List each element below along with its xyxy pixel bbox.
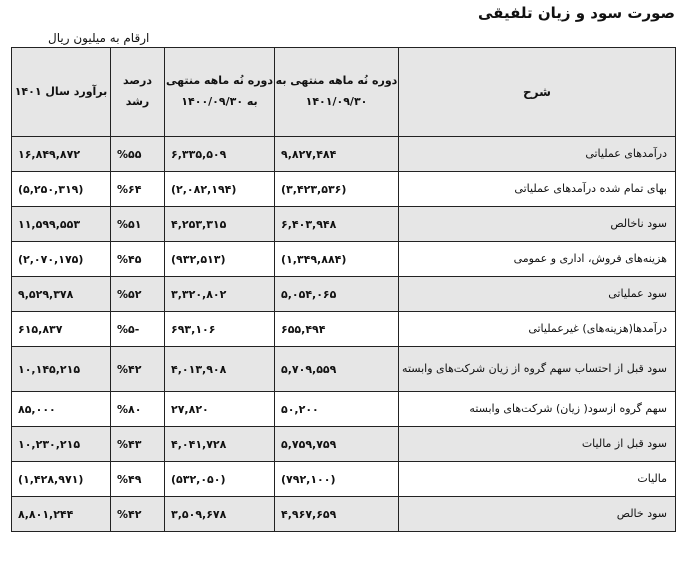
row-label: سود خالص <box>399 497 676 532</box>
row-current: (۱,۳۴۹,۸۸۴) <box>275 242 399 277</box>
row-label: سود قبل از احتساب سهم گروه از زیان شرکت‌های وابسته <box>399 347 676 392</box>
row-label: بهای تمام شده درآمدهای عملیاتی <box>399 172 676 207</box>
row-current: ۹,۸۲۷,۴۸۴ <box>275 137 399 172</box>
row-previous: ۲۷,۸۲۰ <box>165 392 275 427</box>
row-previous: ۴,۲۵۳,۳۱۵ <box>165 207 275 242</box>
row-current: ۵,۰۵۴,۰۶۵ <box>275 277 399 312</box>
row-previous: ۶,۳۳۵,۵۰۹ <box>165 137 275 172</box>
row-growth: %۴۳ <box>111 427 165 462</box>
row-growth: %۴۹ <box>111 462 165 497</box>
header-description: شرح <box>399 48 676 137</box>
row-previous: (۹۳۲,۵۱۳) <box>165 242 275 277</box>
table-row <box>12 172 676 207</box>
table-row <box>12 347 676 392</box>
row-forecast: ۱۰,۱۴۵,۲۱۵ <box>12 347 111 392</box>
row-growth: %۵۵ <box>111 137 165 172</box>
row-current: ۵۰,۲۰۰ <box>275 392 399 427</box>
table-row <box>12 462 676 497</box>
row-forecast: (۱,۴۲۸,۹۷۱) <box>12 462 111 497</box>
table-row <box>12 207 676 242</box>
row-previous: ۴,۰۱۳,۹۰۸ <box>165 347 275 392</box>
row-forecast: ۸,۸۰۱,۲۴۴ <box>12 497 111 532</box>
row-forecast: ۹,۵۲۹,۳۷۸ <box>12 277 111 312</box>
row-label: سود ناخالص <box>399 207 676 242</box>
row-forecast: ۱۱,۵۹۹,۵۵۳ <box>12 207 111 242</box>
row-forecast: (۲,۰۷۰,۱۷۵) <box>12 242 111 277</box>
row-label: هزینه‌های فروش، اداری و عمومی <box>399 242 676 277</box>
row-forecast: ۶۱۵,۸۳۷ <box>12 312 111 347</box>
row-growth: %۶۴ <box>111 172 165 207</box>
table-row <box>12 497 676 532</box>
row-current: ۶۵۵,۴۹۴ <box>275 312 399 347</box>
row-label: سهم گروه ازسود( زیان) شرکت‌های وابسته <box>399 392 676 427</box>
row-previous: ۳,۵۰۹,۶۷۸ <box>165 497 275 532</box>
row-growth: %۵۲ <box>111 277 165 312</box>
income-statement-table <box>11 47 676 532</box>
table-row <box>12 137 676 172</box>
row-previous: (۲,۰۸۲,۱۹۴) <box>165 172 275 207</box>
row-forecast: (۵,۲۵۰,۳۱۹) <box>12 172 111 207</box>
header-period-current: دوره نُه ماهه منتهی به ۱۴۰۱/۰۹/۳۰ <box>275 48 399 137</box>
table-row <box>12 277 676 312</box>
row-label: مالیات <box>399 462 676 497</box>
row-growth: %۴۲ <box>111 347 165 392</box>
row-current: ۵,۷۵۹,۷۵۹ <box>275 427 399 462</box>
page-title: صورت سود و زیان تلفیقی <box>477 4 675 22</box>
row-label: سود عملیاتی <box>399 277 676 312</box>
table-row <box>12 427 676 462</box>
table-row <box>12 242 676 277</box>
row-growth: %۸۰ <box>111 392 165 427</box>
row-growth: %۴۲ <box>111 497 165 532</box>
unit-note: ارقام به میلیون ریال <box>48 31 150 45</box>
row-label: درآمدها(هزینه‌های) غیرعملیاتی <box>399 312 676 347</box>
row-growth: %۵۱ <box>111 207 165 242</box>
row-growth: %۴۵ <box>111 242 165 277</box>
row-label: درآمدهای عملیاتی <box>399 137 676 172</box>
header-forecast: برآورد سال ۱۴۰۱ <box>12 48 111 137</box>
row-previous: ۶۹۳,۱۰۶ <box>165 312 275 347</box>
row-forecast: ۱۰,۲۳۰,۲۱۵ <box>12 427 111 462</box>
table-row <box>12 312 676 347</box>
row-current: ۶,۴۰۳,۹۴۸ <box>275 207 399 242</box>
row-current: (۳,۴۲۳,۵۳۶) <box>275 172 399 207</box>
header-growth: درصد رشد <box>111 48 165 137</box>
row-growth: %۵- <box>111 312 165 347</box>
row-current: ۴,۹۶۷,۶۵۹ <box>275 497 399 532</box>
table-row <box>12 392 676 427</box>
row-previous: ۳,۳۲۰,۸۰۲ <box>165 277 275 312</box>
row-forecast: ۸۵,۰۰۰ <box>12 392 111 427</box>
header-row <box>12 48 676 137</box>
row-previous: ۴,۰۴۱,۷۲۸ <box>165 427 275 462</box>
row-current: ۵,۷۰۹,۵۵۹ <box>275 347 399 392</box>
row-forecast: ۱۶,۸۴۹,۸۷۲ <box>12 137 111 172</box>
row-label: سود قبل از مالیات <box>399 427 676 462</box>
row-previous: (۵۳۲,۰۵۰) <box>165 462 275 497</box>
row-current: (۷۹۲,۱۰۰) <box>275 462 399 497</box>
header-period-previous: دوره نُه ماهه منتهی به ۱۴۰۰/۰۹/۳۰ <box>165 48 275 137</box>
